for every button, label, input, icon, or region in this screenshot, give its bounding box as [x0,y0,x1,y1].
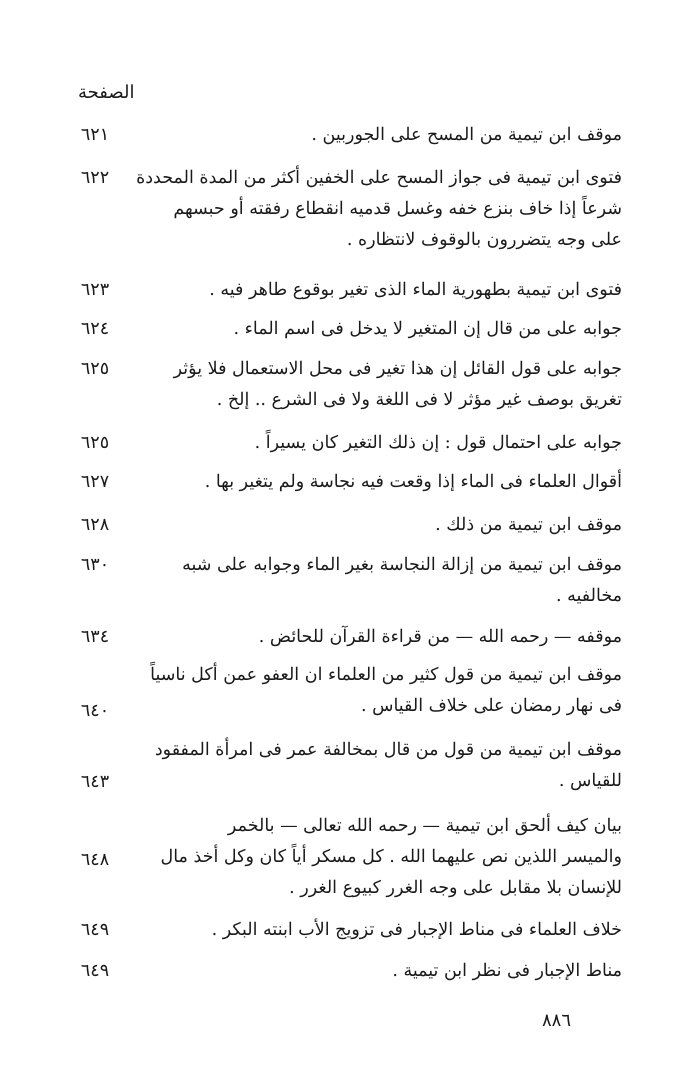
entry-line: خلاف العلماء فى مناط الإجبار فى تزويج الأب ابنته البكر . [211,920,622,940]
toc-entry [70,120,622,151]
entry-page-number: ٦٢٢ [80,168,110,188]
entry-page-number: ٦٢٣ [80,280,110,300]
entry-line: موقف ابن تيمية من المسح على الجوربين . [311,125,622,145]
entry-page-number: ٦٢٥ [80,359,110,379]
entry-line: جوابه على من قال إن المتغير لا يدخل فى اسم الماء . [233,319,622,339]
entry-line: والميسر اللذين نص عليهما الله . كل مسكر أياً كان وكل أخذ مال [160,847,622,867]
entry-page-number: ٦٤٩ [80,920,110,940]
entry-line: فى نهار رمضان على خلاف القياس . [360,696,622,716]
entry-page-number: ٦٤٣ [80,772,110,792]
entry-line: بيان كيف ألحق ابن تيمية — رحمه الله تعالى — بالخمر [227,816,622,836]
entry-line: للإنسان بلا مقابل على وجه الغرر كبيوع الغرر . [289,878,622,898]
entry-page-number: ٦٢٨ [80,515,110,535]
entry-line: موقفه — رحمه الله — من قراءة القرآن للحائض . [258,627,622,647]
toc-entry [70,735,622,797]
page-number: ٨٨٦ [542,1010,572,1031]
entry-line: شرعاً إذا خاف بنزع خفه وغسل قدميه انقطاع رفقته أو حبسهم [173,199,622,219]
entry-line: فتوى ابن تيمية بطهورية الماء الذى تغير بوقوع طاهر فيه . [209,280,622,300]
toc-entry [70,275,622,306]
page-column-header: الصفحة [78,82,135,103]
entry-line: فتوى ابن تيمية فى جواز المسح على الخفين أكثر من المدة المحددة [136,168,622,188]
entry-page-number: ٦٢٤ [80,319,110,339]
entry-line: جوابه على قول القائل إن هذا تغير فى محل الاستعمال فلا يؤثر [173,359,622,379]
entry-line: تغريق بوصف غير مؤثر لا فى اللغة ولا فى الشرع .. إلخ . [216,390,622,410]
toc-entry [70,660,622,722]
entry-line: موقف ابن تيمية من ذلك . [435,515,622,535]
entry-line: جوابه على احتمال قول : إن ذلك التغير كان يسيراً . [254,433,622,453]
toc-entry [70,354,622,416]
toc-entry [70,915,622,946]
entry-line: مناط الإجبار فى نظر ابن تيمية . [392,961,622,981]
toc-entry [70,622,622,653]
entry-page-number: ٦٤٠ [80,701,110,721]
entry-line: على وجه يتضررون بالوقوف لانتظاره . [346,230,622,250]
toc-entry [70,811,622,904]
entry-line: مخالفيه . [556,586,622,606]
toc-entry [70,163,622,256]
toc-entry [70,314,622,345]
entry-page-number: ٦٤٩ [80,961,110,981]
entry-line: موقف ابن تيمية من إزالة النجاسة بغير الماء وجوابه على شبه [182,555,622,575]
entry-line: للقياس . [558,771,622,791]
entry-page-number: ٦٣٤ [80,627,110,647]
toc-entry [70,956,622,987]
entry-page-number: ٦٣٠ [80,555,110,575]
entry-page-number: ٦٢١ [80,125,110,145]
entry-line: موقف ابن تيمية من قول كثير من العلماء ان العفو عمن أكل ناسياً [150,665,622,685]
toc-entry [70,550,622,612]
entry-page-number: ٦٢٧ [80,472,110,492]
toc-entry [70,510,622,541]
entry-page-number: ٦٢٥ [80,433,110,453]
toc-entry [70,428,622,459]
entry-page-number: ٦٤٨ [80,850,110,870]
entry-line: أقوال العلماء فى الماء إذا وقعت فيه نجاسة ولم يتغير بها . [204,472,622,492]
toc-entry [70,467,622,498]
entry-line: موقف ابن تيمية من قول من قال بمخالفة عمر فى امرأة المفقود [154,740,622,760]
